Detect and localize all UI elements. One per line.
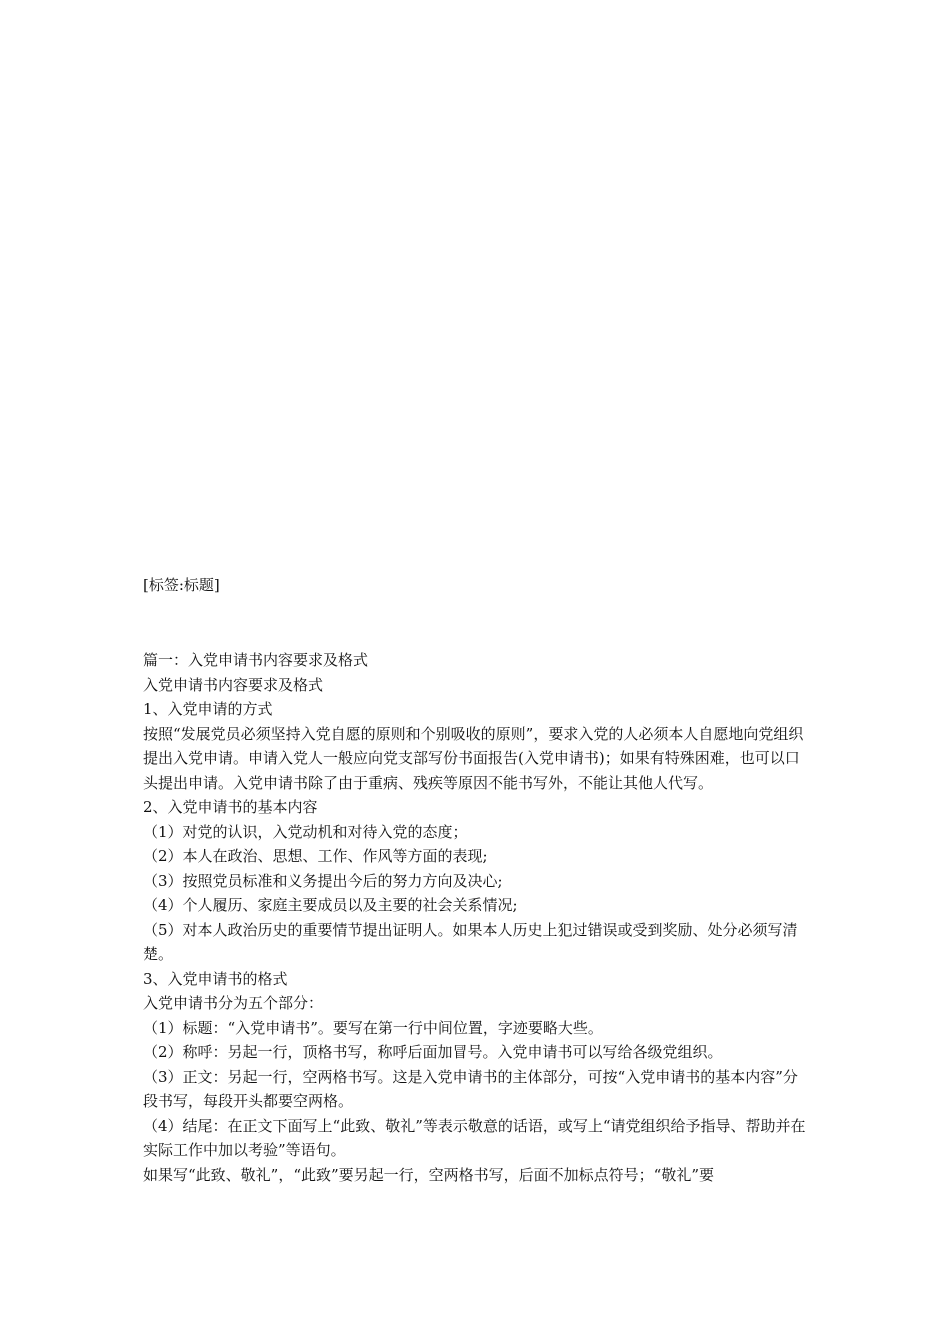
list-item: （5）对本人政治历史的重要情节提出证明人。如果本人历史上犯过错误或受到奖励、处分必须写清楚。 bbox=[143, 920, 798, 963]
list-item: （1）对党的认识，入党动机和对待入党的态度； bbox=[143, 822, 468, 841]
paragraph: 如果写“此致、敬礼”，“此致”要另起一行，空两格书写，后面不加标点符号；“敬礼”要 bbox=[143, 1165, 715, 1184]
heading-3: 3、入党申请书的格式 bbox=[143, 969, 288, 988]
list-item: （1）标题：“入党申请书”。要写在第一行中间位置，字迹要略大些。 bbox=[143, 1018, 603, 1037]
section-title: 篇一：入党申请书内容要求及格式 bbox=[143, 651, 369, 669]
list-item: （2）称呼：另起一行，顶格书写，称呼后面加冒号。入党申请书可以写给各级党组织。 bbox=[143, 1043, 723, 1061]
heading-2: 2、入党申请书的基本内容 bbox=[143, 798, 318, 816]
tag-placeholder: [标签:标题] bbox=[143, 576, 220, 594]
paragraph: 入党申请书分为五个部分： bbox=[143, 994, 324, 1012]
heading-1: 1、入党申请的方式 bbox=[143, 700, 273, 718]
subtitle: 入党申请书内容要求及格式 bbox=[143, 675, 324, 694]
list-item: （3）正文：另起一行，空两格书写。这是入党申请书的主体部分，可按“入党申请书的基本内容”分段书写，每段开头都要空两格。 bbox=[143, 1067, 798, 1110]
list-item: （3）按照党员标准和义务提出今后的努力方向及决心; bbox=[143, 871, 503, 890]
document-body bbox=[143, 648, 811, 1187]
list-item: （2）本人在政治、思想、工作、作风等方面的表现; bbox=[143, 847, 488, 865]
list-item: （4）结尾：在正文下面写上“此致、敬礼”等表示敬意的话语，或写上“请党组织给予指导、帮助并在实际工作中加以考验”等语句。 bbox=[143, 1116, 806, 1159]
list-item: （4）个人履历、家庭主要成员以及主要的社会关系情况; bbox=[143, 896, 518, 914]
paragraph: 按照“发展党员必须坚持入党自愿的原则和个别吸收的原则”，要求入党的人必须本人自愿地向党组织提出入党申请。申请入党人一般应向党支部写份书面报告(入党申请书)；如果有特殊困难，也可以口头提出申请。入党申请书除了由于重病、残疾等原因不能书写外，不能让其他人代写。 bbox=[143, 724, 804, 792]
